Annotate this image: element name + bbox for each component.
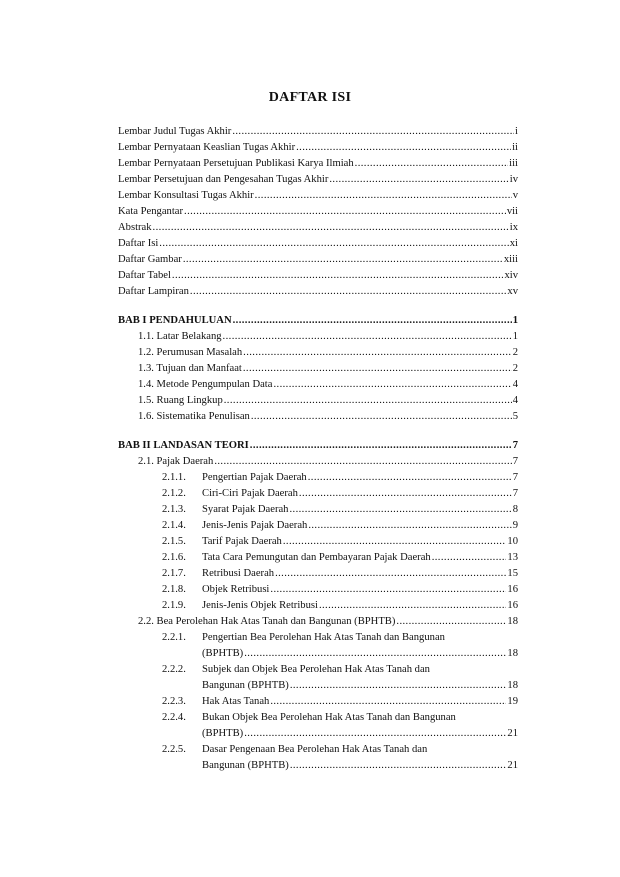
chapter-label: BAB II LANDASAN TEORI [118,440,249,451]
dot-leader [232,124,514,140]
page-number: iii [509,158,518,169]
toc-section-2-2[interactable] [118,614,518,630]
section-label: 2.1. Pajak Daerah [138,456,214,467]
subsection-label [162,566,274,582]
page-number: 18 [507,648,518,659]
page-number: 5 [512,411,518,422]
section-label: 1.3. Tujuan dan Manfaat [138,363,242,374]
subsection-title: Jenis-Jenis Objek Retribusi [202,600,318,611]
page-number: 9 [512,520,518,531]
entry-label: Lembar Pernyataan Persetujuan Publikasi Karya Ilmiah [118,158,354,169]
section-2-1-subsections [118,470,518,614]
subsection-label [162,518,307,534]
entry-label: Daftar Gambar [118,254,182,265]
page-number: xi [509,238,518,249]
toc-entry[interactable] [118,236,518,252]
subsection-first-line [162,630,518,646]
section-label: 1.1. Latar Belakang [138,331,222,342]
chapter-1-sections [118,329,518,425]
dot-leader [319,598,506,614]
dot-leader [190,284,507,300]
toc-entry[interactable] [118,140,518,156]
dot-leader [255,188,512,204]
toc-entry[interactable] [118,220,518,236]
subsection-title-cont: (BPHTB) [202,648,244,659]
dot-leader [233,313,512,329]
entry-label: Lembar Persetujuan dan Pengesahan Tugas Akhir [118,174,329,185]
page-number: xiii [503,254,518,265]
entry-label: Daftar Lampiran [118,286,189,297]
subsection-number: 2.1.4. [162,520,186,531]
toc-subsection[interactable] [118,694,518,710]
dot-leader [396,614,506,630]
page-number: vii [506,206,518,217]
toc-entry[interactable] [118,156,518,172]
toc-subsection[interactable] [118,662,518,694]
dot-leader [172,268,504,284]
page-number: 4 [512,395,518,406]
page-number: 7 [512,440,518,451]
toc-subsection[interactable] [118,486,518,502]
subsection-title-cont: Bangunan (BPHTB) [202,760,289,771]
toc-subsection[interactable] [118,534,518,550]
page-number: 1 [512,331,518,342]
section-label: 2.2. Bea Perolehan Hak Atas Tanah dan Bangunan (BPHTB) [138,616,396,627]
toc-entry[interactable] [118,268,518,284]
section-label: 1.4. Metode Pengumpulan Data [138,379,273,390]
dot-leader [290,758,507,774]
subsection-title: Ciri-Ciri Pajak Daerah [202,488,298,499]
dot-leader [289,502,511,518]
page-number: v [512,190,518,201]
page-number: iv [509,174,518,185]
subsection-first-line [162,710,518,726]
subsection-number: 2.2.5. [162,744,186,755]
subsection-label [162,534,282,550]
toc-entry[interactable] [118,124,518,140]
toc-entry[interactable] [118,188,518,204]
toc-subsection[interactable] [118,502,518,518]
page-title: DAFTAR ISI [268,90,352,105]
subsection-label [162,502,288,518]
dot-leader [243,345,512,361]
page-number: 2 [512,347,518,358]
dot-leader [355,156,509,172]
dot-leader [329,172,508,188]
dot-leader [159,236,508,252]
page-number: 16 [507,600,518,611]
subsection-title-cont: Bangunan (BPHTB) [202,680,289,691]
subsection-number: 2.1.8. [162,584,186,595]
subsection-title: Dasar Pengenaan Bea Perolehan Hak Atas Tanah dan [202,744,428,755]
entry-label: Lembar Pernyataan Keaslian Tugas Akhir [118,142,296,153]
toc-subsection[interactable] [118,566,518,582]
toc-entry[interactable] [118,172,518,188]
subsection-first-line [162,662,518,678]
page-number: 7 [512,456,518,467]
toc-subsection[interactable] [118,598,518,614]
page-number: 18 [507,616,518,627]
page-number: ii [512,142,518,153]
subsection-label [162,550,431,566]
toc-subsection[interactable] [118,470,518,486]
section-label: 1.5. Ruang Lingkup [138,395,223,406]
subsection-label [162,694,269,710]
toc-chapter-1[interactable] [118,313,518,329]
section-label: 1.6. Sistematika Penulisan [138,411,250,422]
subsection-number: 2.1.9. [162,600,186,611]
subsection-label [162,470,307,486]
subsection-title: Tata Cara Pemungutan dan Pembayaran Pajak Daerah [202,552,431,563]
toc-section[interactable] [118,393,518,409]
page-number: xiv [504,270,518,281]
dot-leader [224,393,512,409]
dot-leader [290,678,507,694]
page-number: 15 [507,568,518,579]
page-number: i [515,126,518,137]
subsection-number: 2.1.3. [162,504,186,515]
dot-leader [299,486,512,502]
entry-label: Daftar Isi [118,238,159,249]
subsection-title: Pengertian Pajak Daerah [202,472,307,483]
page-number: 13 [507,552,518,563]
chapter-label: BAB I PENDAHULUAN [118,315,232,326]
subsection-label [162,486,298,502]
subsection-title: Bukan Objek Bea Perolehan Hak Atas Tanah dan Bangunan [202,712,456,723]
subsection-continuation [162,726,518,742]
page-number: 7 [512,472,518,483]
dot-leader [223,329,512,345]
page-number: xv [507,286,518,297]
subsection-title: Subjek dan Objek Bea Perolehan Hak Atas Tanah dan [202,664,430,675]
toc-subsection[interactable] [118,630,518,662]
subsection-title: Retribusi Daerah [202,568,275,579]
subsection-number: 2.1.7. [162,568,186,579]
table-of-contents [118,124,518,774]
subsection-label [162,582,269,598]
dot-leader [296,140,511,156]
page-number: ix [509,222,518,233]
page-number: 19 [507,696,518,707]
entry-label: Lembar Konsultasi Tugas Akhir [118,190,254,201]
subsection-number: 2.1.5. [162,536,186,547]
entry-label: Abstrak [118,222,152,233]
toc-subsection[interactable] [118,710,518,742]
toc-entry[interactable] [118,252,518,268]
subsection-title: Jenis-Jenis Pajak Daerah [202,520,308,531]
entry-label: Lembar Judul Tugas Akhir [118,126,232,137]
page-number: 8 [512,504,518,515]
dot-leader [308,470,512,486]
dot-leader [273,377,511,393]
dot-leader [270,582,506,598]
dot-leader [183,252,503,268]
subsection-continuation [162,678,518,694]
page-number: 21 [507,760,518,771]
front-matter-list [118,124,518,300]
page-number: 7 [512,488,518,499]
subsection-number: 2.1.2. [162,488,186,499]
page-number: 4 [512,379,518,390]
dot-leader [243,361,512,377]
dot-leader [275,566,506,582]
dot-leader [244,726,506,742]
toc-section-2-1[interactable] [118,454,518,470]
subsection-number: 2.1.1. [162,472,186,483]
subsection-number: 2.2.4. [162,712,186,723]
toc-chapter-2[interactable] [118,438,518,454]
dot-leader [153,220,509,236]
section-label: 1.2. Perumusan Masalah [138,347,243,358]
subsection-continuation [162,646,518,662]
subsection-continuation [162,758,518,774]
dot-leader [214,454,511,470]
dot-leader [308,518,511,534]
dot-leader [283,534,507,550]
subsection-number: 2.2.2. [162,664,186,675]
dot-leader [251,409,512,425]
dot-leader [432,550,507,566]
subsection-number: 2.2.1. [162,632,186,643]
page-number: 18 [507,680,518,691]
page-number: 16 [507,584,518,595]
toc-subsection[interactable] [118,518,518,534]
subsection-title: Syarat Pajak Daerah [202,504,289,515]
subsection-title: Pengertian Bea Perolehan Hak Atas Tanah dan Bangunan [202,632,445,643]
toc-section[interactable] [118,329,518,345]
subsection-title: Objek Retribusi [202,584,270,595]
subsection-label [162,598,318,614]
dot-leader [270,694,506,710]
dot-leader [250,438,512,454]
page-number: 10 [507,536,518,547]
toc-section[interactable] [118,345,518,361]
toc-section[interactable] [118,377,518,393]
toc-section[interactable] [118,409,518,425]
subsection-number: 2.2.3. [162,696,186,707]
page-number: 1 [512,315,518,326]
toc-entry[interactable] [118,284,518,300]
page-number: 2 [512,363,518,374]
toc-subsection[interactable] [118,582,518,598]
toc-subsection[interactable] [118,742,518,774]
subsection-title: Hak Atas Tanah [202,696,270,707]
page-number: 21 [507,728,518,739]
subsection-title: Tarif Pajak Daerah [202,536,282,547]
subsection-title-cont: (BPHTB) [202,728,244,739]
subsection-number: 2.1.6. [162,552,186,563]
toc-subsection[interactable] [118,550,518,566]
section-2-2-subsections [118,630,518,774]
subsection-first-line [162,742,518,758]
dot-leader [184,204,506,220]
toc-entry[interactable] [118,204,518,220]
entry-label: Daftar Tabel [118,270,171,281]
entry-label: Kata Pengantar [118,206,184,217]
dot-leader [244,646,506,662]
toc-section[interactable] [118,361,518,377]
